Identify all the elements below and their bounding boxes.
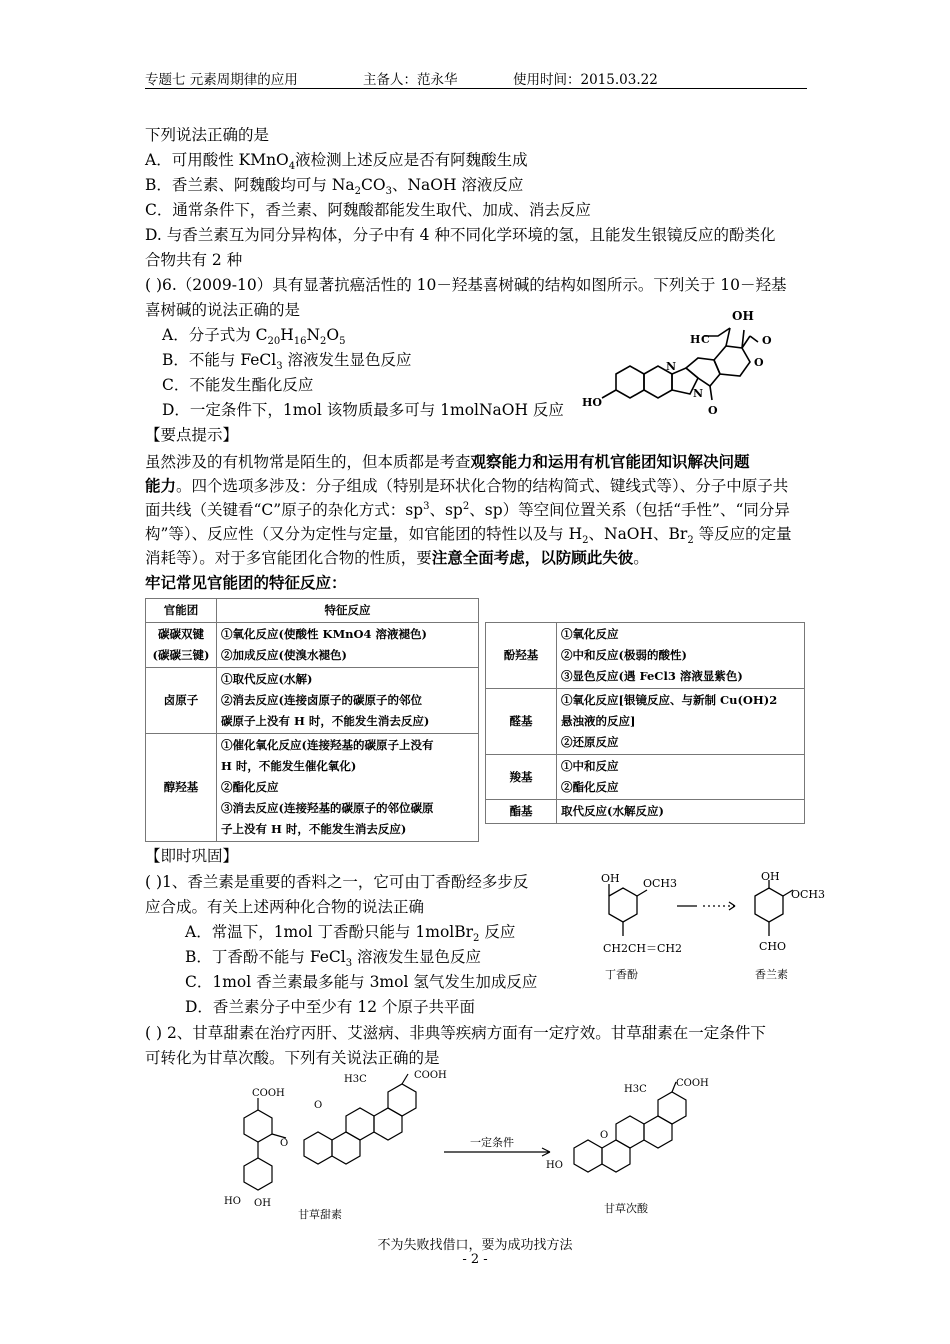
eugenol-to-vanillin-figure bbox=[585, 870, 830, 990]
svg-text:COOH: COOH bbox=[414, 1070, 447, 1081]
practice-q2-stem-cont: 可转化为甘草次酸。下列有关说法正确的是 bbox=[145, 1049, 440, 1067]
tips-line-1: 虽然涉及的有机物常是陌生的，但本质都是考查观察能力和运用有机官能团知识解决问题 bbox=[145, 452, 750, 471]
functional-group-table-left bbox=[145, 598, 479, 842]
q6-option-c: C．不能发生酯化反应 bbox=[162, 376, 314, 394]
svg-text:香兰素: 香兰素 bbox=[755, 968, 788, 981]
svg-text:OH: OH bbox=[254, 1198, 271, 1209]
q6-option-d: D．一定条件下，1mol 该物质最多可与 1molNaOH 反应 bbox=[162, 401, 564, 419]
svg-text:O: O bbox=[314, 1100, 323, 1111]
table-row: 醇羟基 ①催化氧化反应(连接羟基的碳原子上没有 H 时，不能发生催化氧化) ②酯化反应 ③消去反应(连接羟基的碳原子的邻位碳原 子上没有 H 时，不能发生消去反应) bbox=[146, 734, 479, 842]
svg-text:丁香酚: 丁香酚 bbox=[605, 968, 638, 981]
table-row: 卤原子 ①取代反应(水解) ②消去反应(连接卤原子的碳原子的邻位 碳原子上没有 H 时，不能发生消去反应) bbox=[146, 668, 479, 734]
hydroxycamptothecin-structure bbox=[582, 306, 802, 422]
table-header-reaction: 特征反应 bbox=[217, 599, 479, 623]
svg-text:甘草甜素: 甘草甜素 bbox=[298, 1208, 342, 1221]
svg-text:COOH: COOH bbox=[676, 1078, 709, 1089]
practice-title: 【即时巩固】 bbox=[145, 847, 239, 865]
practice-q1-stem: ( )1、香兰素是重要的香料之一，它可由丁香酚经多步反 bbox=[145, 873, 529, 891]
svg-text:O: O bbox=[762, 334, 772, 347]
q6-stem: ( )6.（2009-10）具有显著抗癌活性的 10－羟基喜树碱的结构如图所示。下列关于 10－羟基 bbox=[145, 276, 787, 294]
practice-q1-option-b: B．丁香酚不能与 FeCl$_3$ 溶液发生显色反应 bbox=[185, 948, 482, 970]
svg-text:OH: OH bbox=[601, 872, 620, 885]
svg-text:HO: HO bbox=[582, 396, 602, 409]
q5-option-d-cont: 合物共有 2 种 bbox=[145, 251, 243, 269]
practice-q1-option-a: A．常温下，1mol 丁香酚只能与 1molBr$_2$ 反应 bbox=[185, 923, 516, 945]
svg-text:O: O bbox=[708, 404, 718, 417]
header-date: 使用时间：2015.03.22 bbox=[513, 72, 658, 88]
svg-text:OCH3: OCH3 bbox=[791, 888, 826, 901]
page-number: - 2 - bbox=[462, 1252, 488, 1267]
header-topic: 专题七 元素周期律的应用 bbox=[145, 72, 298, 88]
svg-text:一定条件: 一定条件 bbox=[470, 1136, 514, 1149]
svg-text:H3C: H3C bbox=[624, 1084, 647, 1095]
q5-option-c: C．通常条件下，香兰素、阿魏酸都能发生取代、加成、消去反应 bbox=[145, 201, 591, 219]
tips-line-3: 面共线（关键看“C”原子的杂化方式：$sp^3$、$sp^2$、sp）等空间位置关系（包括“手性”、“同分异 bbox=[145, 500, 790, 519]
page-header bbox=[145, 66, 807, 89]
q6-option-a: A．分子式为 $C_{20}H_{16}N_2O_5$ bbox=[162, 326, 346, 348]
q5-option-a: A．可用酸性 KMnO$_4$液检测上述反应是否有阿魏酸生成 bbox=[145, 151, 528, 173]
svg-text:CHO: CHO bbox=[759, 940, 787, 953]
table-header-group: 官能团 bbox=[146, 599, 217, 623]
functional-group-table-right bbox=[485, 622, 805, 824]
svg-text:甘草次酸: 甘草次酸 bbox=[604, 1202, 648, 1215]
q5-option-d: D. 与香兰素互为同分异构体，分子中有 4 种不同化学环境的氢，且能发生银镜反应的酚类化 bbox=[145, 226, 776, 244]
svg-text:HO: HO bbox=[546, 1160, 563, 1171]
practice-q1-stem-cont: 应合成。有关上述两种化合物的说法正确 bbox=[145, 898, 425, 916]
table-row: 醛基 ①氧化反应[银镜反应、与新制 Cu(OH)2 悬浊液的反应] ②还原反应 bbox=[486, 689, 805, 755]
svg-text:OH: OH bbox=[761, 870, 780, 883]
q6-stem-cont: 喜树碱的说法正确的是 bbox=[145, 301, 301, 319]
practice-q2-stem: ( ) 2、甘草甜素在治疗丙肝、艾滋病、非典等疾病方面有一定疗效。甘草甜素在一定条件下 bbox=[145, 1024, 766, 1042]
table-row: 羧基 ①中和反应 ②酯化反应 bbox=[486, 755, 805, 800]
svg-text:O: O bbox=[754, 356, 764, 369]
table-row: 酚羟基 ①氧化反应 ②中和反应(极弱的酸性) ③显色反应(遇 FeCl3 溶液显紫色) bbox=[486, 623, 805, 689]
q5-option-b: B．香兰素、阿魏酸均可与 $Na_2CO_3$、NaOH 溶液反应 bbox=[145, 176, 524, 198]
svg-text:HO: HO bbox=[224, 1196, 241, 1207]
table-row: 酯基 取代反应(水解反应) bbox=[486, 800, 805, 824]
svg-text:H: H bbox=[690, 333, 701, 346]
svg-text:CH2CH＝CH2: CH2CH＝CH2 bbox=[603, 942, 683, 955]
svg-text:N: N bbox=[693, 387, 704, 400]
svg-text:H3C: H3C bbox=[344, 1074, 367, 1085]
practice-q1-option-d: D．香兰素分子中至少有 12 个原子共平面 bbox=[185, 998, 476, 1016]
svg-text:OCH3: OCH3 bbox=[643, 877, 678, 890]
tips-table-caption: 牢记常见官能团的特征反应： bbox=[145, 573, 347, 592]
q6-option-b: B．不能与 FeCl$_3$ 溶液发生显色反应 bbox=[162, 351, 412, 373]
header-preparer: 主备人：范永华 bbox=[363, 72, 458, 88]
svg-text:C: C bbox=[701, 333, 710, 346]
footer-motto: 不为失败找借口，要为成功找方法 bbox=[377, 1238, 573, 1253]
svg-text:COOH: COOH bbox=[252, 1088, 285, 1099]
tips-line-4: 构”等）、反应性（又分为定性与定量，如官能团的特性以及与 $H_2$、NaOH、$Br_2$ 等反应的定量 bbox=[145, 525, 792, 547]
table-row: 碳碳双键 (碳碳三键) ①氧化反应(使酸性 KMnO4 溶液褪色) ②加成反应(使溴水褪色) bbox=[146, 623, 479, 668]
practice-q1-option-c: C．1mol 香兰素最多能与 3mol 氢气发生加成反应 bbox=[185, 973, 538, 991]
svg-text:N: N bbox=[666, 360, 677, 373]
svg-text:O: O bbox=[600, 1130, 609, 1141]
tips-line-5: 消耗等）。对于多官能团化合物的性质，要注意全面考虑，以防顾此失彼。 bbox=[145, 548, 649, 567]
q5-stem: 下列说法正确的是 bbox=[145, 126, 270, 144]
tips-title: 【要点提示】 bbox=[145, 426, 239, 444]
svg-text:O: O bbox=[280, 1138, 289, 1149]
svg-text:OH: OH bbox=[732, 309, 754, 323]
tips-line-2: 能力。四个选项多涉及：分子组成（特别是环状化合物的结构简式、键线式等）、分子中原子共 bbox=[145, 476, 789, 495]
glycyrrhizin-figure bbox=[214, 1068, 744, 1224]
